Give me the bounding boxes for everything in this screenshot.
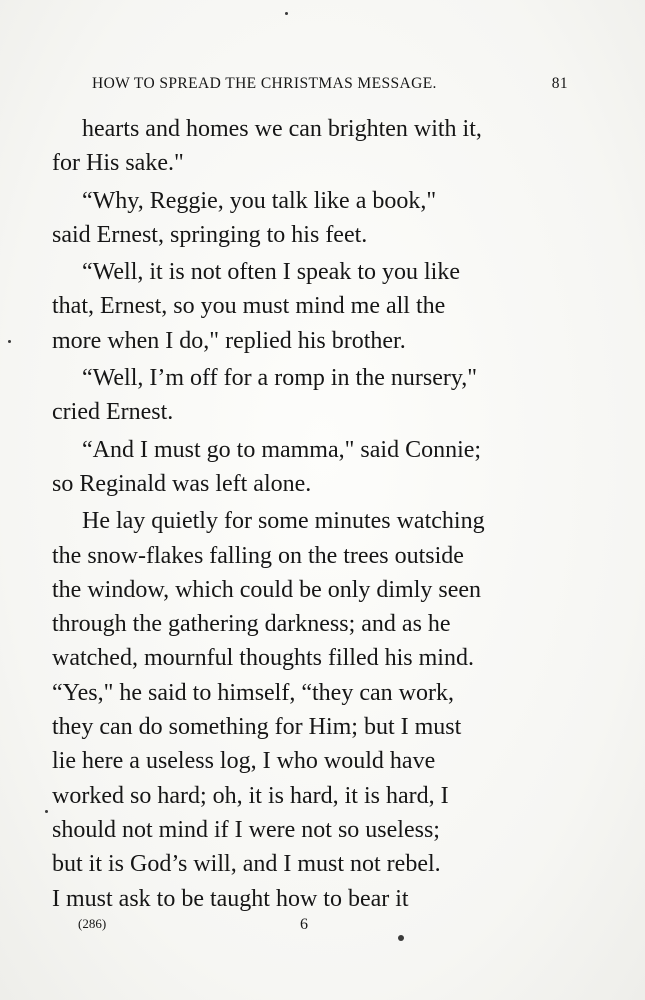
body-text bbox=[52, 112, 566, 916]
paragraph-1 bbox=[52, 112, 566, 181]
ink-speck bbox=[398, 935, 404, 941]
ink-speck bbox=[285, 12, 288, 15]
ink-speck bbox=[45, 810, 48, 813]
text-line: watched, mournful thoughts filled his mind. bbox=[52, 645, 474, 672]
text-line: lie here a useless log, I who would have bbox=[52, 748, 436, 775]
text-line: said Ernest, springing to his feet. bbox=[52, 221, 368, 248]
text-line: the snow-flakes falling on the trees outside bbox=[52, 542, 464, 569]
text-line: but it is God’s will, and I must not rebel. bbox=[52, 851, 441, 878]
text-line: so Reginald was left alone. bbox=[52, 470, 312, 497]
text-line: that, Ernest, so you must mind me all the bbox=[52, 293, 446, 320]
text-line: hearts and homes we can brighten with it, bbox=[82, 116, 482, 142]
signature-mark: (286) bbox=[78, 916, 107, 931]
text-line: “And I must go to mamma," said Connie; bbox=[82, 436, 482, 463]
paragraph-5 bbox=[52, 433, 566, 502]
running-title: HOW TO SPREAD THE CHRISTMAS MESSAGE. bbox=[92, 75, 437, 92]
paragraph-3 bbox=[52, 255, 566, 358]
text-line: “Yes," he said to himself, “they can work, bbox=[52, 679, 454, 706]
text-line: more when I do," replied his brother. bbox=[52, 327, 406, 354]
text-line: He lay quietly for some minutes watching bbox=[82, 508, 485, 535]
page-number: 81 bbox=[551, 75, 568, 92]
text-line: I must ask to be taught how to bear it bbox=[52, 885, 409, 912]
paragraph-4 bbox=[52, 361, 566, 430]
text-line: the window, which could be only dimly seen bbox=[52, 576, 482, 603]
text-line: cried Ernest. bbox=[52, 399, 174, 426]
paragraph-6 bbox=[52, 504, 566, 916]
text-line: for His sake." bbox=[52, 150, 184, 177]
text-line: through the gathering darkness; and as he bbox=[52, 611, 451, 638]
text-line: should not mind if I were not so useless; bbox=[52, 816, 440, 843]
text-line: they can do something for Him; but I must bbox=[52, 714, 462, 741]
paragraph-2 bbox=[52, 184, 566, 253]
text-line: “Well, it is not often I speak to you like bbox=[82, 259, 460, 286]
ink-speck bbox=[8, 340, 11, 343]
text-line: “Why, Reggie, you talk like a book," bbox=[82, 187, 437, 214]
signature-number: 6 bbox=[300, 916, 308, 933]
text-line: “Well, I’m off for a romp in the nursery," bbox=[82, 365, 478, 392]
text-line: worked so hard; oh, it is hard, it is hard, I bbox=[52, 782, 449, 809]
